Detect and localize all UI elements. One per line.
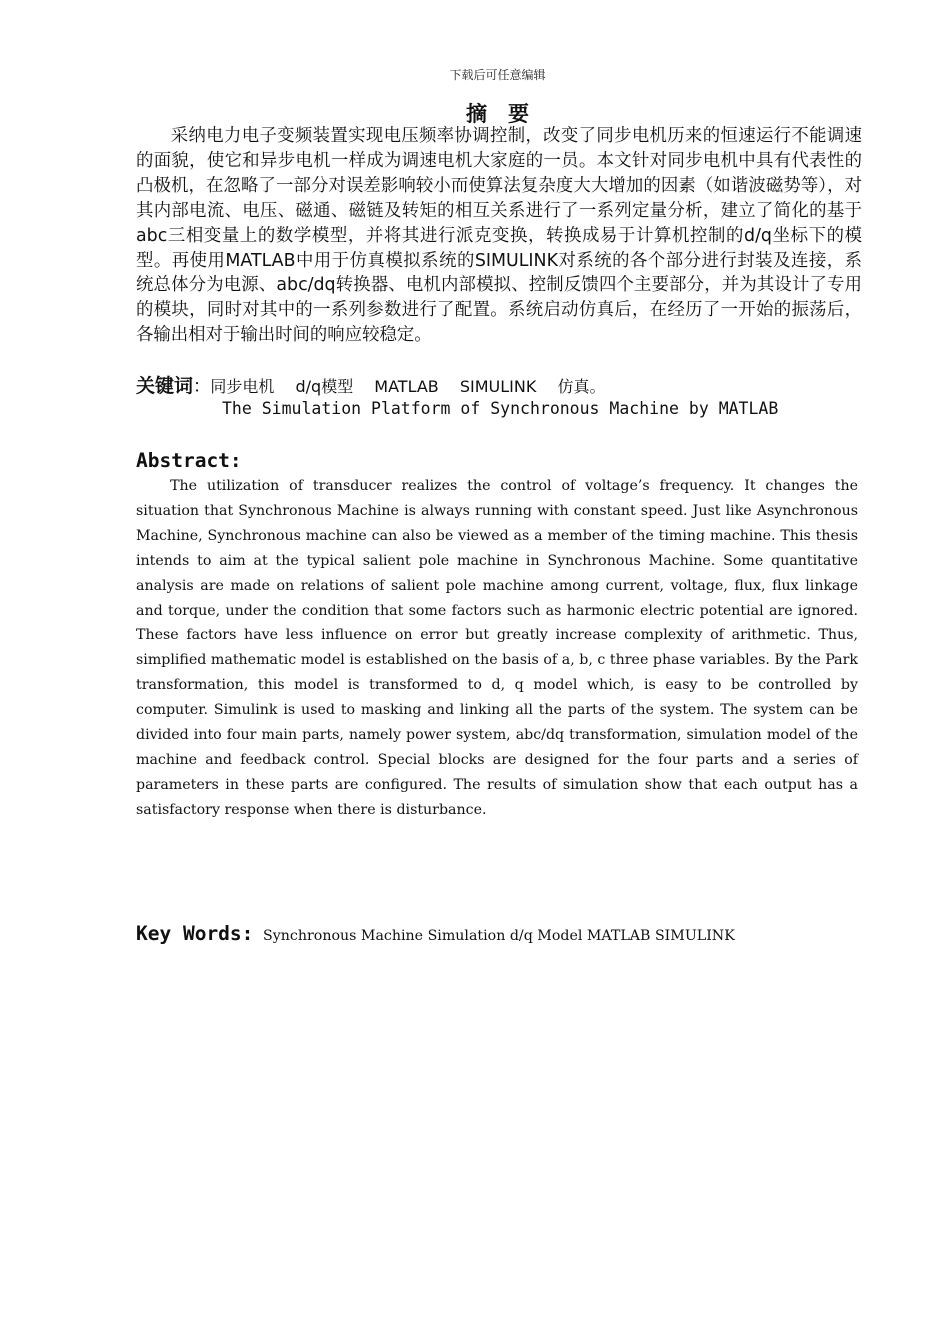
english-abstract-body: The utilization of transducer realizes the control of voltage’s frequency. It changes the situation that Synchronous Machine is always running with constant speed. Just like Asynchronous Machine, Synchronous machine can also be viewed as a member of the timing machine. This thesis intends to aim at the typical salient pole machine in Synchronous Machine. Some quantitative analysis are made on relations of salient pole machine among current, voltage, flux, flux linkage and torque, under the condition that some factors such as harmonic electric potential are ignored. These factors have less influence on error but greatly increase complexity of arithmetic. Thus, simplified mathematic model is established on the basis of a, b, c three phase variables. By the Park transformation, this model is transformed to d, q model which, is easy to be controlled by computer. Simulink is used to masking and linking all the parts of the system. The system can be divided into four main parts, namely power system, abc/dq transformation, simulation model of the machine and feedback control. Special blocks are designed for the four parts and a series of parameters in these parts are configured. The results of simulation show that each output has a satisfactory response when there is disturbance. <box>136 478 858 818</box>
header-note: 下载后可任意编辑 <box>449 68 546 82</box>
english-keywords-values: Synchronous Machine Simulation d/q Model MATLAB SIMULINK <box>263 928 735 944</box>
english-keywords <box>136 922 735 945</box>
chinese-keywords-values: 同步电机 d/q模型 MATLAB SIMULINK 仿真。 <box>210 377 606 396</box>
english-abstract-heading: Abstract: <box>136 449 242 472</box>
chinese-keywords <box>136 374 876 399</box>
english-keywords-label: Key Words: <box>136 922 254 945</box>
chinese-abstract-title: 摘 要 <box>466 102 529 126</box>
chinese-keywords-colon: ： <box>193 377 211 397</box>
chinese-abstract-body: 采纳电力电子变频装置实现电压频率协调控制，改变了同步电机历来的恒速运行不能调速的面貌，使它和异步电机一样成为调速电机大家庭的一员。本文针对同步电机中具有代表性的凸极机，在忽略了一部分对误差影响较小而使算法复杂度大大增加的因素（如谐波磁势等），对其内部电流、电压、磁通、磁链及转矩的相互关系进行了一系列定量分析，建立了简化的基于abc三相变量上的数学模型，并将其进行派克变换，转换成易于计算机控制的d/q坐标下的模型。再使用MATLAB中用于仿真模拟系统的SIMULINK对系统的各个部分进行封装及连接，系统总体分为电源、abc/dq转换器、电机内部模拟、控制反馈四个主要部分，并为其设计了专用的模块，同时对其中的一系列参数进行了配置。系统启动仿真后，在经历了一开始的振荡后，各输出相对于输出时间的响应较稳定。 <box>136 126 862 346</box>
chinese-keywords-label: 关键词 <box>136 375 194 397</box>
english-title: The Simulation Platform of Synchronous Machine by MATLAB <box>222 399 779 418</box>
